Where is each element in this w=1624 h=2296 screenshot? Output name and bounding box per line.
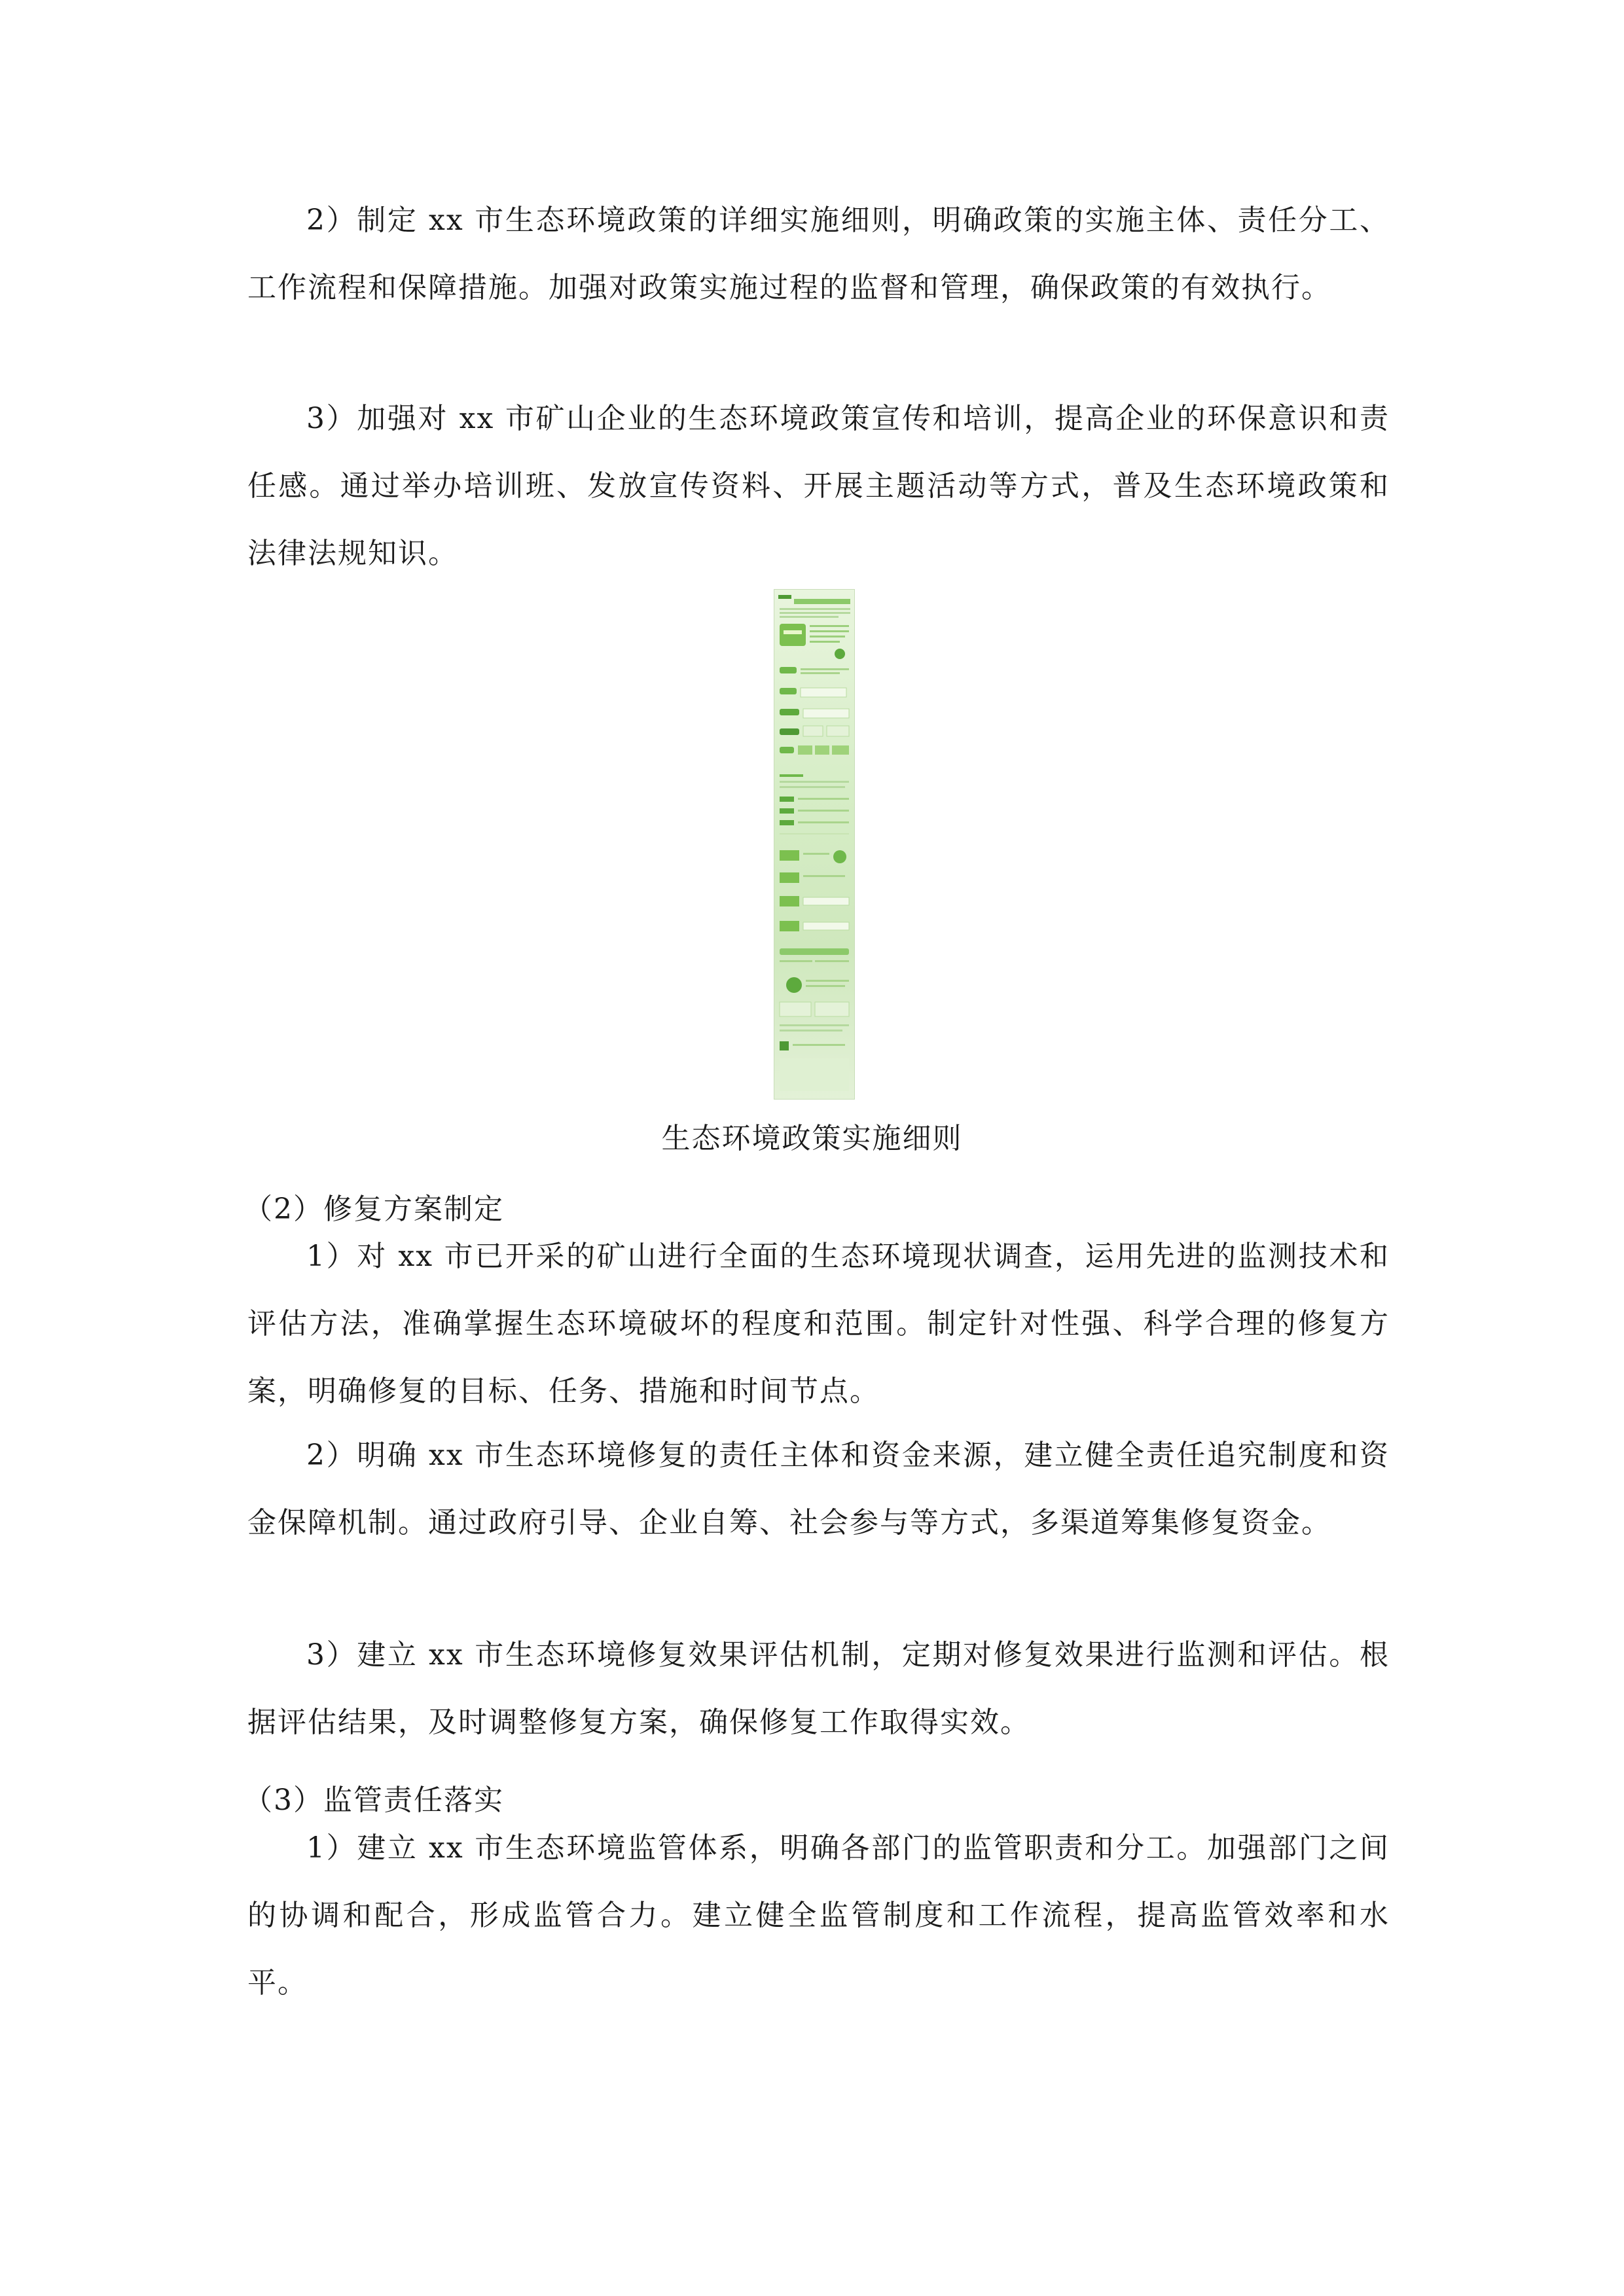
- policy-infographic-image: [774, 589, 855, 1100]
- leaf-icon: [835, 649, 845, 659]
- paragraph-policy-details: 2）制定 xx 市生态环境政策的详细实施细则，明确政策的实施主体、责任分工、工作流程和保障措施。加强对政策实施过程的监督和管理，确保政策的有效执行。: [247, 204, 1390, 304]
- paragraph-supervision-system: 1）建立 xx 市生态环境监管体系，明确各部门的监管职责和分工。加强部门之间的协调和配合，形成监管合力。建立健全监管制度和工作流程，提高监管效率和水平。: [247, 1831, 1390, 2000]
- paragraph-restoration-funding: 2）明确 xx 市生态环境修复的责任主体和资金来源，建立健全责任追究制度和资金保障机制。通过政府引导、企业自筹、社会参与等方式，多渠道筹集修复资金。: [247, 1439, 1390, 1539]
- globe-icon: [833, 850, 846, 863]
- infographic-graphic: [774, 590, 855, 1100]
- paragraph-restoration-evaluation: 3）建立 xx 市生态环境修复效果评估机制，定期对修复效果进行监测和评估。根据评估结果，及时调整修复方案，确保修复工作取得实效。: [247, 1638, 1390, 1739]
- section-heading-supervision: （3）监管责任落实: [244, 1784, 504, 1817]
- infographic-hero-block: [780, 624, 806, 646]
- section-heading-restoration-plan: （2）修复方案制定: [244, 1193, 504, 1226]
- paragraph-policy-publicity: 3）加强对 xx 市矿山企业的生态环境政策宣传和培训，提高企业的环保意识和责任感。通过举办培训班、发放宣传资料、开展主题活动等方式，普及生态环境政策和法律法规知识。: [247, 402, 1390, 570]
- figure-caption: 生态环境政策实施细则: [661, 1122, 963, 1155]
- infographic-logo: [778, 595, 791, 599]
- infographic-title-bar: [794, 599, 850, 604]
- paragraph-restoration-survey: 1）对 xx 市已开采的矿山进行全面的生态环境现状调查，运用先进的监测技术和评估方法，准确掌握生态环境破坏的程度和范围。制定针对性强、科学合理的修复方案，明确修复的目标、任务、措施和时间节点。: [247, 1240, 1390, 1408]
- tree-icon: [786, 977, 802, 993]
